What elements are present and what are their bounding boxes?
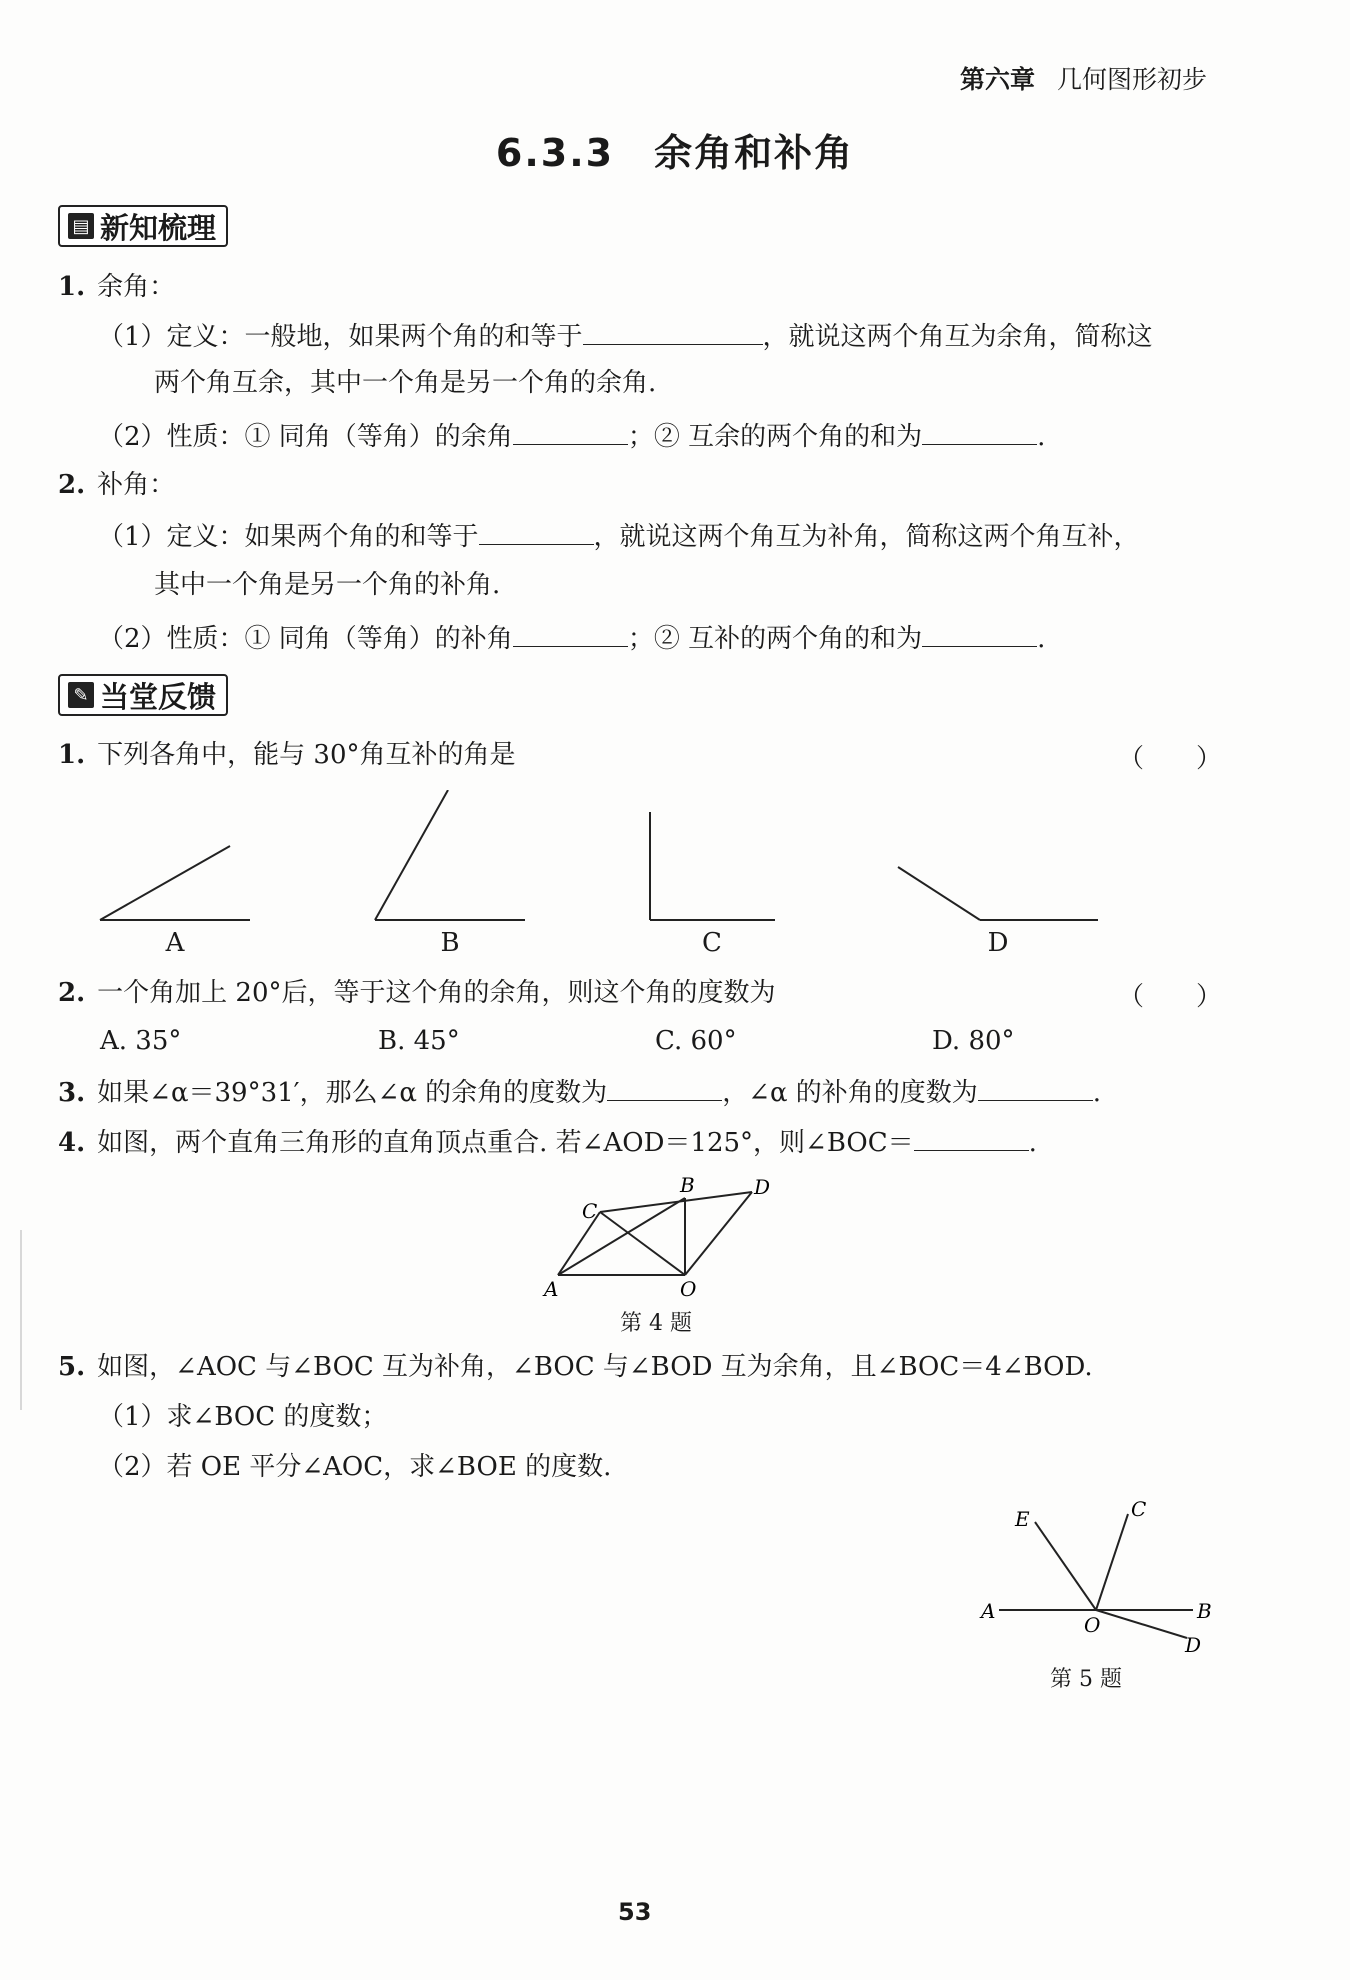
property-text: ；② 互余的两个角的和为: [627, 422, 923, 452]
question-3: [58, 1074, 1101, 1110]
point-label-o: O: [680, 1277, 697, 1300]
answer-blank[interactable]: [607, 1074, 722, 1101]
figure-q5-angles: [975, 1490, 1235, 1660]
item-heading: 余角：: [97, 272, 176, 302]
book-icon: ▤: [68, 213, 94, 239]
item-2-definition: [98, 518, 1140, 554]
section-tag-label: 新知梳理: [100, 210, 217, 245]
question-text: 如图，两个直角三角形的直角顶点重合. 若∠AOD＝125°，则∠BOC＝: [97, 1128, 914, 1158]
answer-blank[interactable]: [513, 620, 628, 647]
question-text: 一个角加上 20°后，等于这个角的余角，则这个角的度数为: [97, 978, 776, 1008]
question-number: 1.: [58, 740, 86, 770]
property-text: （2）性质：① 同角（等角）的余角: [98, 422, 513, 452]
chapter-label: 第六章: [960, 65, 1036, 94]
question-text: 下列各角中，能与 30°角互补的角是: [97, 740, 516, 770]
item-1-property: [98, 418, 1045, 454]
period: .: [1037, 422, 1046, 452]
q2-option-d[interactable]: D. 80°: [932, 1026, 1015, 1056]
item-1-definition-cont: 两个角互余，其中一个角是另一个角的余角.: [154, 368, 657, 398]
q1-angle-options: [90, 790, 1130, 930]
option-c-label: C: [702, 928, 722, 958]
point-label-o: O: [1084, 1613, 1101, 1637]
section-tag-label: 当堂反馈: [100, 679, 217, 714]
item-number: 2.: [58, 470, 86, 500]
question-2: [58, 976, 776, 1010]
answer-blank[interactable]: [513, 418, 628, 445]
figure-q4-triangles: [530, 1170, 790, 1300]
scan-edge-shadow: [20, 1230, 22, 1410]
ray-od: [1096, 1610, 1187, 1638]
option-c-angle[interactable]: [650, 812, 775, 920]
figure-q4-caption: 第 4 题: [620, 1311, 692, 1336]
point-label-a: A: [544, 1277, 559, 1300]
running-header: [960, 60, 1207, 96]
answer-blank[interactable]: [914, 1124, 1029, 1151]
answer-blank[interactable]: [922, 620, 1037, 647]
item-2-definition-cont: 其中一个角是另一个角的补角.: [154, 570, 501, 600]
option-b-angle[interactable]: [375, 790, 525, 920]
definition-text: （1）定义：一般地，如果两个角的和等于: [98, 322, 583, 352]
property-text: ；② 互补的两个角的和为: [627, 624, 923, 654]
section-tag-feedback: [58, 674, 228, 716]
question-5-part-1: （1）求∠BOC 的度数；: [98, 1402, 388, 1432]
segment-od: [685, 1192, 752, 1275]
point-label-a: A: [981, 1599, 996, 1623]
period: .: [1037, 624, 1046, 654]
question-text: 如图，∠AOC 与∠BOC 互为补角，∠BOC 与∠BOD 互为余角，且∠BOC＝4∠BOD.: [97, 1352, 1093, 1382]
answer-bracket[interactable]: （ ）: [1118, 744, 1223, 774]
option-b-label: B: [440, 928, 460, 958]
point-label-d: D: [754, 1175, 771, 1199]
question-1: [58, 738, 516, 772]
pencil-icon: ✎: [68, 682, 94, 708]
answer-blank[interactable]: [583, 318, 763, 345]
definition-text: （1）定义：如果两个角的和等于: [98, 522, 479, 552]
answer-bracket[interactable]: （ ）: [1118, 982, 1223, 1012]
item-2-property: [98, 620, 1045, 656]
item-1-heading: [58, 270, 175, 304]
definition-text: ，就说这两个角互为补角，简称这两个角互补，: [593, 522, 1140, 552]
option-d-angle[interactable]: [898, 867, 1098, 920]
point-label-c: C: [582, 1199, 598, 1223]
point-label-e: E: [1015, 1507, 1030, 1531]
point-label-c: C: [1131, 1497, 1147, 1521]
question-number: 4.: [58, 1128, 86, 1158]
page-number: 53: [618, 1898, 652, 1926]
option-a-angle[interactable]: [100, 846, 250, 920]
definition-text: ，就说这两个角互为余角，简称这: [762, 322, 1153, 352]
option-d-label: D: [987, 928, 1009, 958]
q2-option-a[interactable]: A. 35°: [100, 1026, 182, 1056]
item-2-heading: [58, 468, 175, 502]
question-number: 2.: [58, 978, 86, 1008]
point-label-d: D: [1185, 1633, 1202, 1657]
point-label-b: B: [680, 1173, 695, 1197]
period: .: [1092, 1078, 1102, 1108]
question-number: 5.: [58, 1352, 86, 1382]
figure-q5-caption: 第 5 题: [1050, 1667, 1122, 1692]
question-5: [58, 1350, 1093, 1384]
q2-option-b[interactable]: B. 45°: [378, 1026, 460, 1056]
section-tag-new-knowledge: [58, 205, 228, 247]
item-1-definition: [98, 318, 1153, 354]
ray-oc: [1096, 1514, 1128, 1610]
ray-oe: [1035, 1522, 1096, 1610]
segment-cd: [600, 1192, 752, 1212]
q2-option-c[interactable]: C. 60°: [655, 1026, 737, 1056]
answer-blank[interactable]: [922, 418, 1037, 445]
option-a-label: A: [165, 928, 185, 958]
item-number: 1.: [58, 272, 86, 302]
point-label-b: B: [1197, 1599, 1212, 1623]
answer-blank[interactable]: [479, 518, 594, 545]
question-text: 如果∠α＝39°31′，那么∠α 的余角的度数为: [97, 1078, 608, 1108]
property-text: （2）性质：① 同角（等角）的补角: [98, 624, 513, 654]
segment-co: [600, 1212, 685, 1275]
chapter-topic: 几何图形初步: [1057, 65, 1208, 94]
question-5-part-2: （2）若 OE 平分∠AOC，求∠BOE 的度数.: [98, 1452, 612, 1482]
item-heading: 补角：: [97, 470, 176, 500]
period: .: [1028, 1128, 1037, 1158]
question-text: ，∠α 的补角的度数为: [722, 1078, 978, 1108]
question-4: [58, 1124, 1037, 1160]
page-title: 6.3.3 余角和补角: [495, 131, 855, 175]
answer-blank[interactable]: [978, 1074, 1093, 1101]
question-number: 3.: [58, 1078, 86, 1108]
